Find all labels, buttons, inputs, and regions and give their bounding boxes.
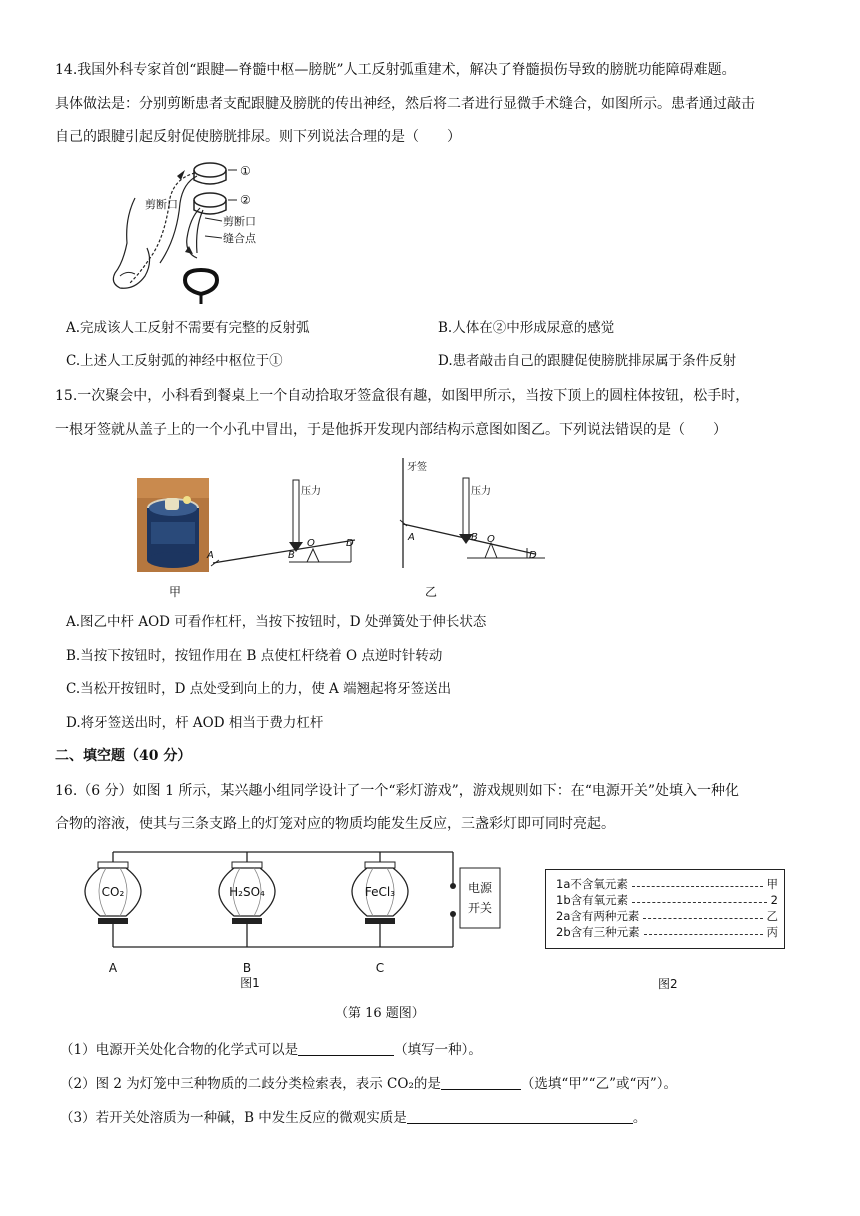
q16-figure-caption: （第 16 题图） [335, 1006, 425, 1021]
q15-line-2: 一根牙签就从盖子上的一个小孔中冒出，于是他拆开发现内部结构示意图如图乙。下列说法错误的是（ ） [55, 422, 727, 438]
q16-sub-1 [60, 1040, 482, 1060]
lever-diagram-2 [395, 456, 545, 574]
label-d-2: D [529, 550, 537, 561]
label-cut-right: 剪断口 [223, 215, 256, 228]
label-d-1: D [346, 538, 354, 549]
dichotomous-key [545, 869, 785, 949]
q16-sub-3-tail: 。 [632, 1110, 647, 1126]
lantern-b-label: B [242, 961, 252, 975]
q15-option-c[interactable]: C.当松开按钮时，D 点处受到向上的力，使 A 端翘起将牙签送出 [66, 681, 452, 697]
q16-line-2: 合物的溶液，使其与三条支路上的灯笼对应的物质均能发生反应，三盏彩灯即可同时亮起。 [55, 816, 615, 832]
q14-option-c[interactable]: C.上述人工反射弧的神经中枢位于① [66, 353, 283, 369]
switch-label-2: 开关 [467, 901, 493, 915]
label-suture: 缝合点 [223, 232, 256, 245]
lantern-c [352, 852, 408, 975]
q16-sub-1-text: （1）电源开关处化合物的化学式可以是 [60, 1042, 299, 1058]
q16-sub-3-blank[interactable] [407, 1109, 633, 1124]
q14-line-1: 14.我国外科专家首创“跟腱—脊髓中枢—膀胱”人工反射弧重建术，解决了脊髓损伤导致的膀胱功能障碍难题。 [55, 62, 736, 78]
lantern-a-substance: CO₂ [101, 885, 125, 899]
key-row-4-right: 丙 [766, 925, 778, 939]
q16-sub-1-tail: （填写一种）。 [394, 1042, 482, 1058]
lever-diagram-1 [205, 478, 365, 570]
q15-option-b[interactable]: B.当按下按钮时，按钮作用在 B 点使杠杆绕着 O 点逆时针转动 [66, 648, 443, 664]
key-row-2 [556, 892, 778, 908]
label-b-1: B [288, 550, 295, 561]
switch-label-1: 电源 [467, 881, 493, 895]
lantern-b-substance: H₂SO₄ [229, 885, 265, 899]
label-force-1: 压力 [301, 486, 321, 497]
lantern-b [219, 852, 275, 975]
key-row-2-left: 1b含有氧元素 [556, 893, 629, 907]
label-toothpick: 牙签 [407, 462, 427, 473]
key-row-4-left: 2b含有三种元素 [556, 925, 640, 939]
key-row-3 [556, 908, 778, 924]
q16-sub-1-blank[interactable] [298, 1041, 394, 1056]
q16-sub-3-text: （3）若开关处溶质为一种碱，B 中发生反应的微观实质是 [60, 1110, 407, 1126]
reflex-arc-figure [105, 158, 290, 308]
q14-line-3: 自己的跟腱引起反射促使膀胱排尿。则下列说法合理的是（ ） [55, 129, 461, 145]
key-row-1 [556, 876, 778, 892]
label-circle-1: ① [240, 164, 251, 178]
key-row-1-right: 甲 [766, 877, 778, 891]
label-cut-left: 剪断口 [145, 198, 178, 211]
q15-option-d[interactable]: D.将牙签送出时，杆 AOD 相当于费力杠杆 [66, 715, 324, 731]
lantern-c-substance: FeCl₃ [364, 885, 396, 899]
toothpick-box-photo [137, 478, 209, 572]
key-row-1-left: 1a不含氧元素 [556, 877, 628, 891]
q16-sub-2 [60, 1074, 677, 1094]
q16-sub-3 [60, 1108, 646, 1128]
lantern-a-label: A [108, 961, 118, 975]
label-o-2: O [487, 534, 495, 545]
lantern-a [85, 852, 141, 975]
label-a-2: A [408, 532, 415, 543]
q14-option-d[interactable]: D.患者敲击自己的跟腱促使膀胱排尿属于条件反射 [438, 353, 737, 369]
q14-option-a[interactable]: A.完成该人工反射不需要有完整的反射弧 [66, 320, 310, 336]
fig2-caption: 图2 [658, 977, 678, 991]
label-o-1: O [307, 538, 315, 549]
key-row-4 [556, 924, 778, 940]
fig1-caption: 图1 [240, 976, 260, 990]
q16-sub-2-tail: （选填“甲”“乙”或“丙”）。 [520, 1076, 678, 1092]
key-row-2-right: 2 [770, 893, 778, 907]
q14-line-2: 具体做法是：分别剪断患者支配跟腱及膀胱的传出神经，然后将二者进行显微手术缝合，如图所示。患者通过敲击 [55, 96, 755, 112]
lantern-circuit-figure [60, 846, 510, 991]
q16-sub-2-blank[interactable] [441, 1075, 521, 1090]
q15-option-a[interactable]: A.图乙中杆 AOD 可看作杠杆，当按下按钮时，D 处弹簧处于伸长状态 [66, 614, 487, 630]
label-force-2: 压力 [471, 486, 491, 497]
caption-jia: 甲 [169, 585, 182, 599]
key-row-3-right: 乙 [766, 909, 778, 923]
q16-sub-2-text: （2）图 2 为灯笼中三种物质的二歧分类检索表，表示 CO₂的是 [60, 1076, 441, 1092]
q16-line-1: 16.（6 分）如图 1 所示，某兴趣小组同学设计了一个“彩灯游戏”，游戏规则如下：在“电源开关”处填入一种化 [55, 783, 740, 799]
label-a-1: A [207, 550, 214, 561]
key-row-3-left: 2a含有两种元素 [556, 909, 640, 923]
caption-yi: 乙 [425, 585, 438, 599]
label-b-2: B [471, 532, 478, 543]
q15-line-1: 15.一次聚会中，小科看到餐桌上一个自动拾取牙签盒很有趣，如图甲所示，当按下顶上的圆柱体按钮，松手时， [55, 388, 750, 404]
section-heading: 二、填空题（40 分） [55, 748, 192, 764]
label-circle-2: ② [240, 193, 251, 207]
q14-option-b[interactable]: B.人体在②中形成尿意的感觉 [438, 320, 615, 336]
lantern-c-label: C [375, 961, 385, 975]
